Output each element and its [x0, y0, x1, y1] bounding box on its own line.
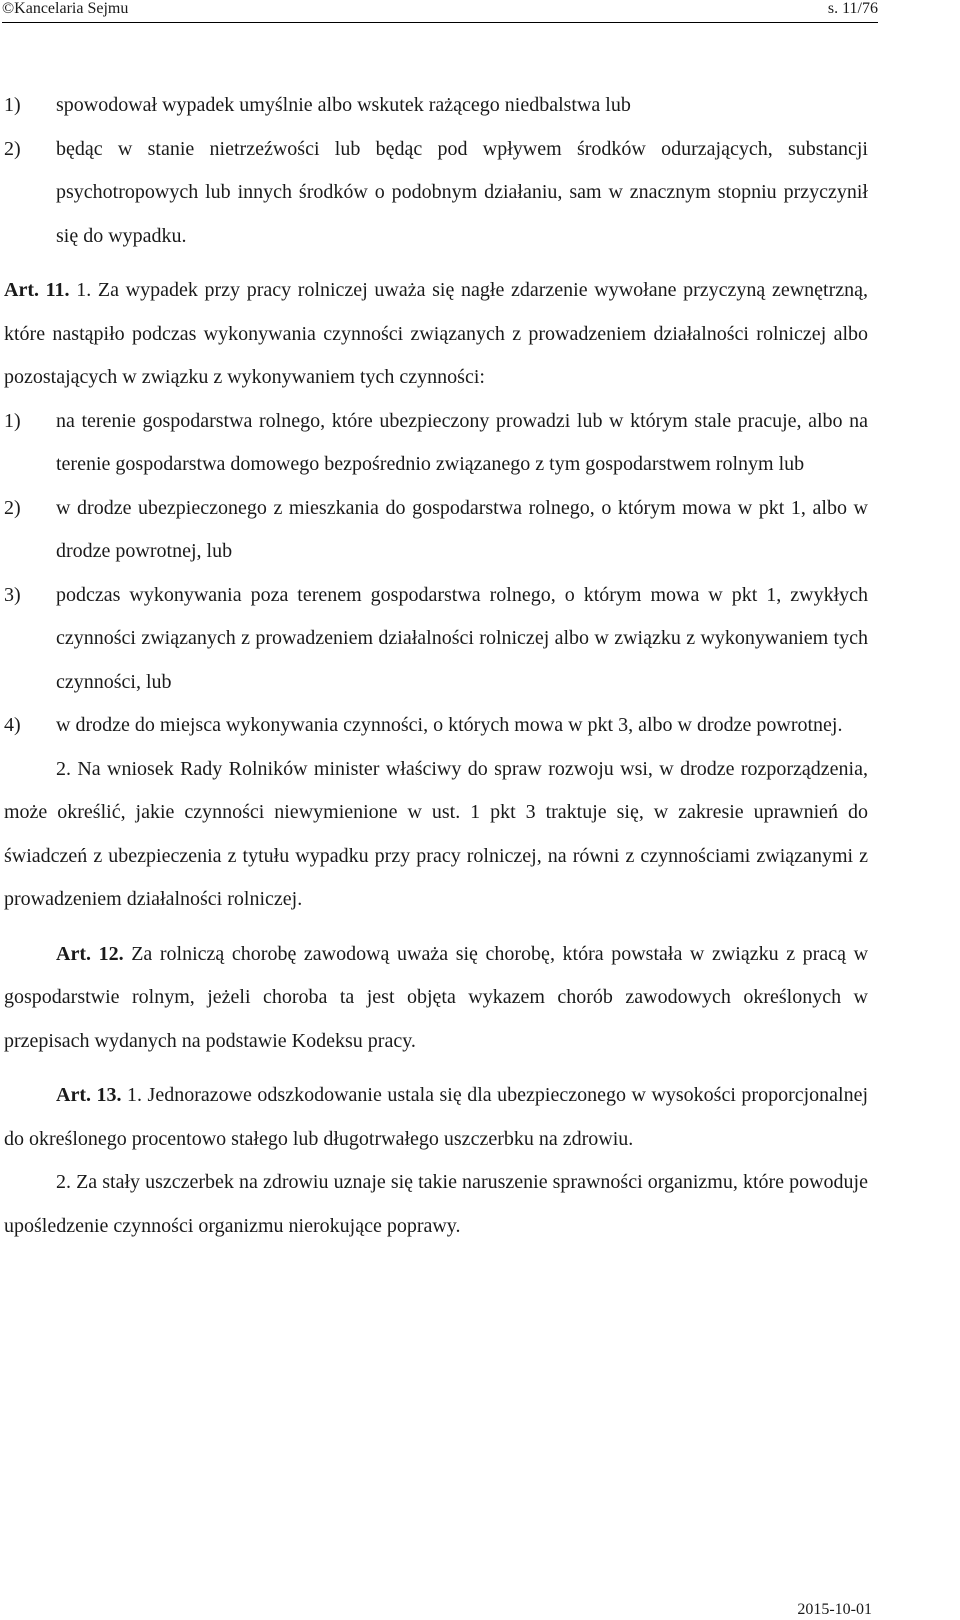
art11-heading: Art. 11. — [4, 279, 70, 301]
list-item: 2) w drodze ubezpieczonego z mieszkania do gospodarstwa rolnego, o którym mowa w pkt 1, albo w drodze powrotnej, lub — [4, 496, 868, 562]
document-body — [4, 84, 868, 1248]
list-item: 2) będąc w stanie nietrzeźwości lub będąc pod wpływem środków odurzających, substancji psychotropowych lub innych środków o podobnym działaniu, sam w znacznym stopniu przyczynił się do wypadku. — [4, 137, 868, 247]
footer-date: 2015-10-01 — [797, 1601, 872, 1618]
header-publisher: ©Kancelaria Sejmu — [2, 0, 129, 17]
list-item: 3) podczas wykonywania poza terenem gospodarstwa rolnego, o którym mowa w pkt 1, zwykłych czynności związanych z prowadzeniem działalności rolniczej albo w związku z wykonywaniem tych czynności, lub — [4, 583, 868, 693]
art12-paragraph: Art. 12. Za rolniczą chorobę zawodową uważa się chorobę, która powstała w związku z pracą w gospodarstwie rolnym, jeżeli choroba ta jest objęta wykazem chorób zawodowych określonych w przepisach wydanych na podstawie Kodeksu pracy. — [4, 942, 869, 1052]
header-rule — [2, 22, 878, 23]
art12-heading: Art. 12. — [56, 942, 124, 965]
list-item: 4) w drodze do miejsca wykonywania czynności, o których mowa w pkt 3, albo w drodze powrotnej. — [4, 714, 843, 736]
art13-heading: Art. 13. — [56, 1084, 122, 1106]
list-item: 1) na terenie gospodarstwa rolnego, które ubezpieczony prowadzi lub w którym stale pracuje, albo na terenie gospodarstwa domowego bezpośrednio związanego z tym gospodarstwem rolnym lub — [4, 409, 868, 475]
art11-paragraph-2: 2. Na wniosek Rady Rolników minister właściwy do spraw rozwoju wsi, w drodze rozporządzenia, może określić, jakie czynności niewymienione w ust. 1 pkt 3 traktuje się, w zakresie uprawnień do świadczeń z ubezpieczenia z tytułu wypadku przy pracy rolniczej, na równi z czynnościami związanymi z prowadzeniem działalności rolniczej. — [4, 757, 868, 910]
header-page-number: s. 11/76 — [827, 0, 878, 17]
art13-paragraph-2: 2. Za stały uszczerbek na zdrowiu uznaje się takie naruszenie sprawności organizmu, które powoduje upośledzenie czynności organizmu nierokujące poprawy. — [4, 1171, 868, 1237]
art13-paragraph-1: Art. 13. 1. Jednorazowe odszkodowanie ustala się dla ubezpieczonego w wysokości proporcjonalnej do określonego procentowo stałego lub długotrwałego uszczerbku na zdrowiu. — [4, 1084, 869, 1150]
list-item: 1) spowodował wypadek umyślnie albo wskutek rażącego niedbalstwa lub — [4, 94, 631, 116]
art11-paragraph-1: Art. 11. 1. Za wypadek przy pracy rolniczej uważa się nagłe zdarzenie wywołane przyczyną zewnętrzną, które nastąpiło podczas wykonywania czynności związanych z prowadzeniem działalności rolniczej albo pozostających w związku z wykonywaniem tych czynności: — [4, 279, 868, 388]
